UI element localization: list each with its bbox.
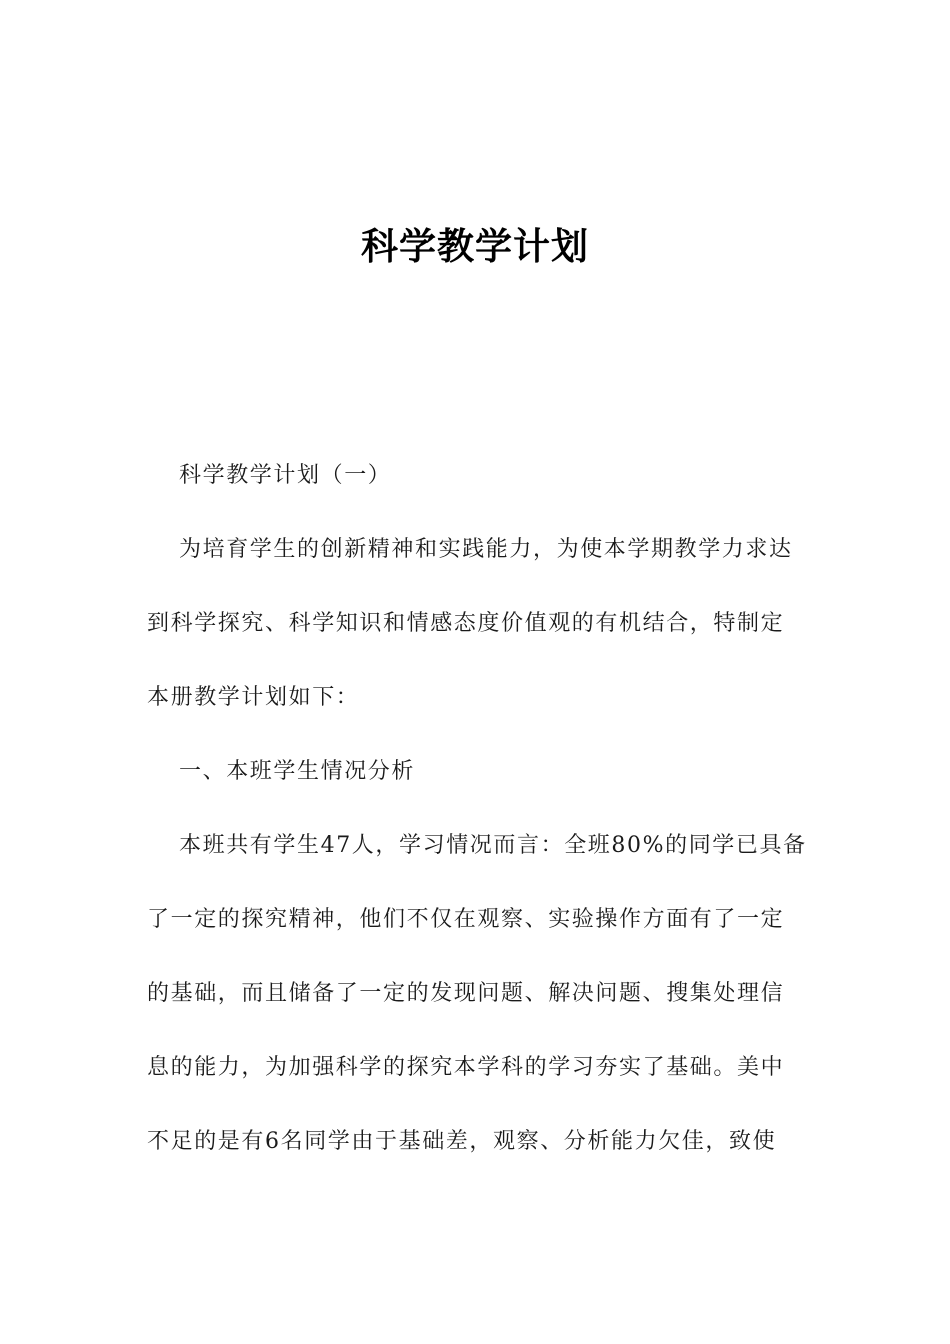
paragraph-analysis-line-5: 不足的是有6名同学由于基础差，观察、分析能力欠佳，致使 xyxy=(147,1129,777,1154)
paragraph-analysis-line-3: 的基础，而且储备了一定的发现问题、解决问题、搜集处理信 xyxy=(147,981,785,1006)
paragraph-intro-line-2: 到科学探究、科学知识和情感态度价值观的有机结合，特制定 xyxy=(147,611,785,636)
paragraph-intro-line-1: 为培育学生的创新精神和实践能力，为使本学期教学力求达 xyxy=(179,537,793,562)
paragraph-analysis-line-1: 本班共有学生47人，学习情况而言：全班80%的同学已具备 xyxy=(179,833,807,858)
section-heading-plan-one: 科学教学计划（一） xyxy=(179,463,392,488)
document-body xyxy=(147,456,807,1196)
paragraph-analysis-line-4: 息的能力，为加强科学的探究本学科的学习夯实了基础。美中 xyxy=(147,1055,785,1080)
section-heading-student-analysis: 一、本班学生情况分析 xyxy=(179,759,416,784)
document-title: 科学教学计划 xyxy=(361,225,589,268)
paragraph-analysis-line-2: 了一定的探究精神，他们不仅在观察、实验操作方面有了一定 xyxy=(147,907,785,932)
paragraph-intro-line-3: 本册教学计划如下： xyxy=(147,685,360,710)
